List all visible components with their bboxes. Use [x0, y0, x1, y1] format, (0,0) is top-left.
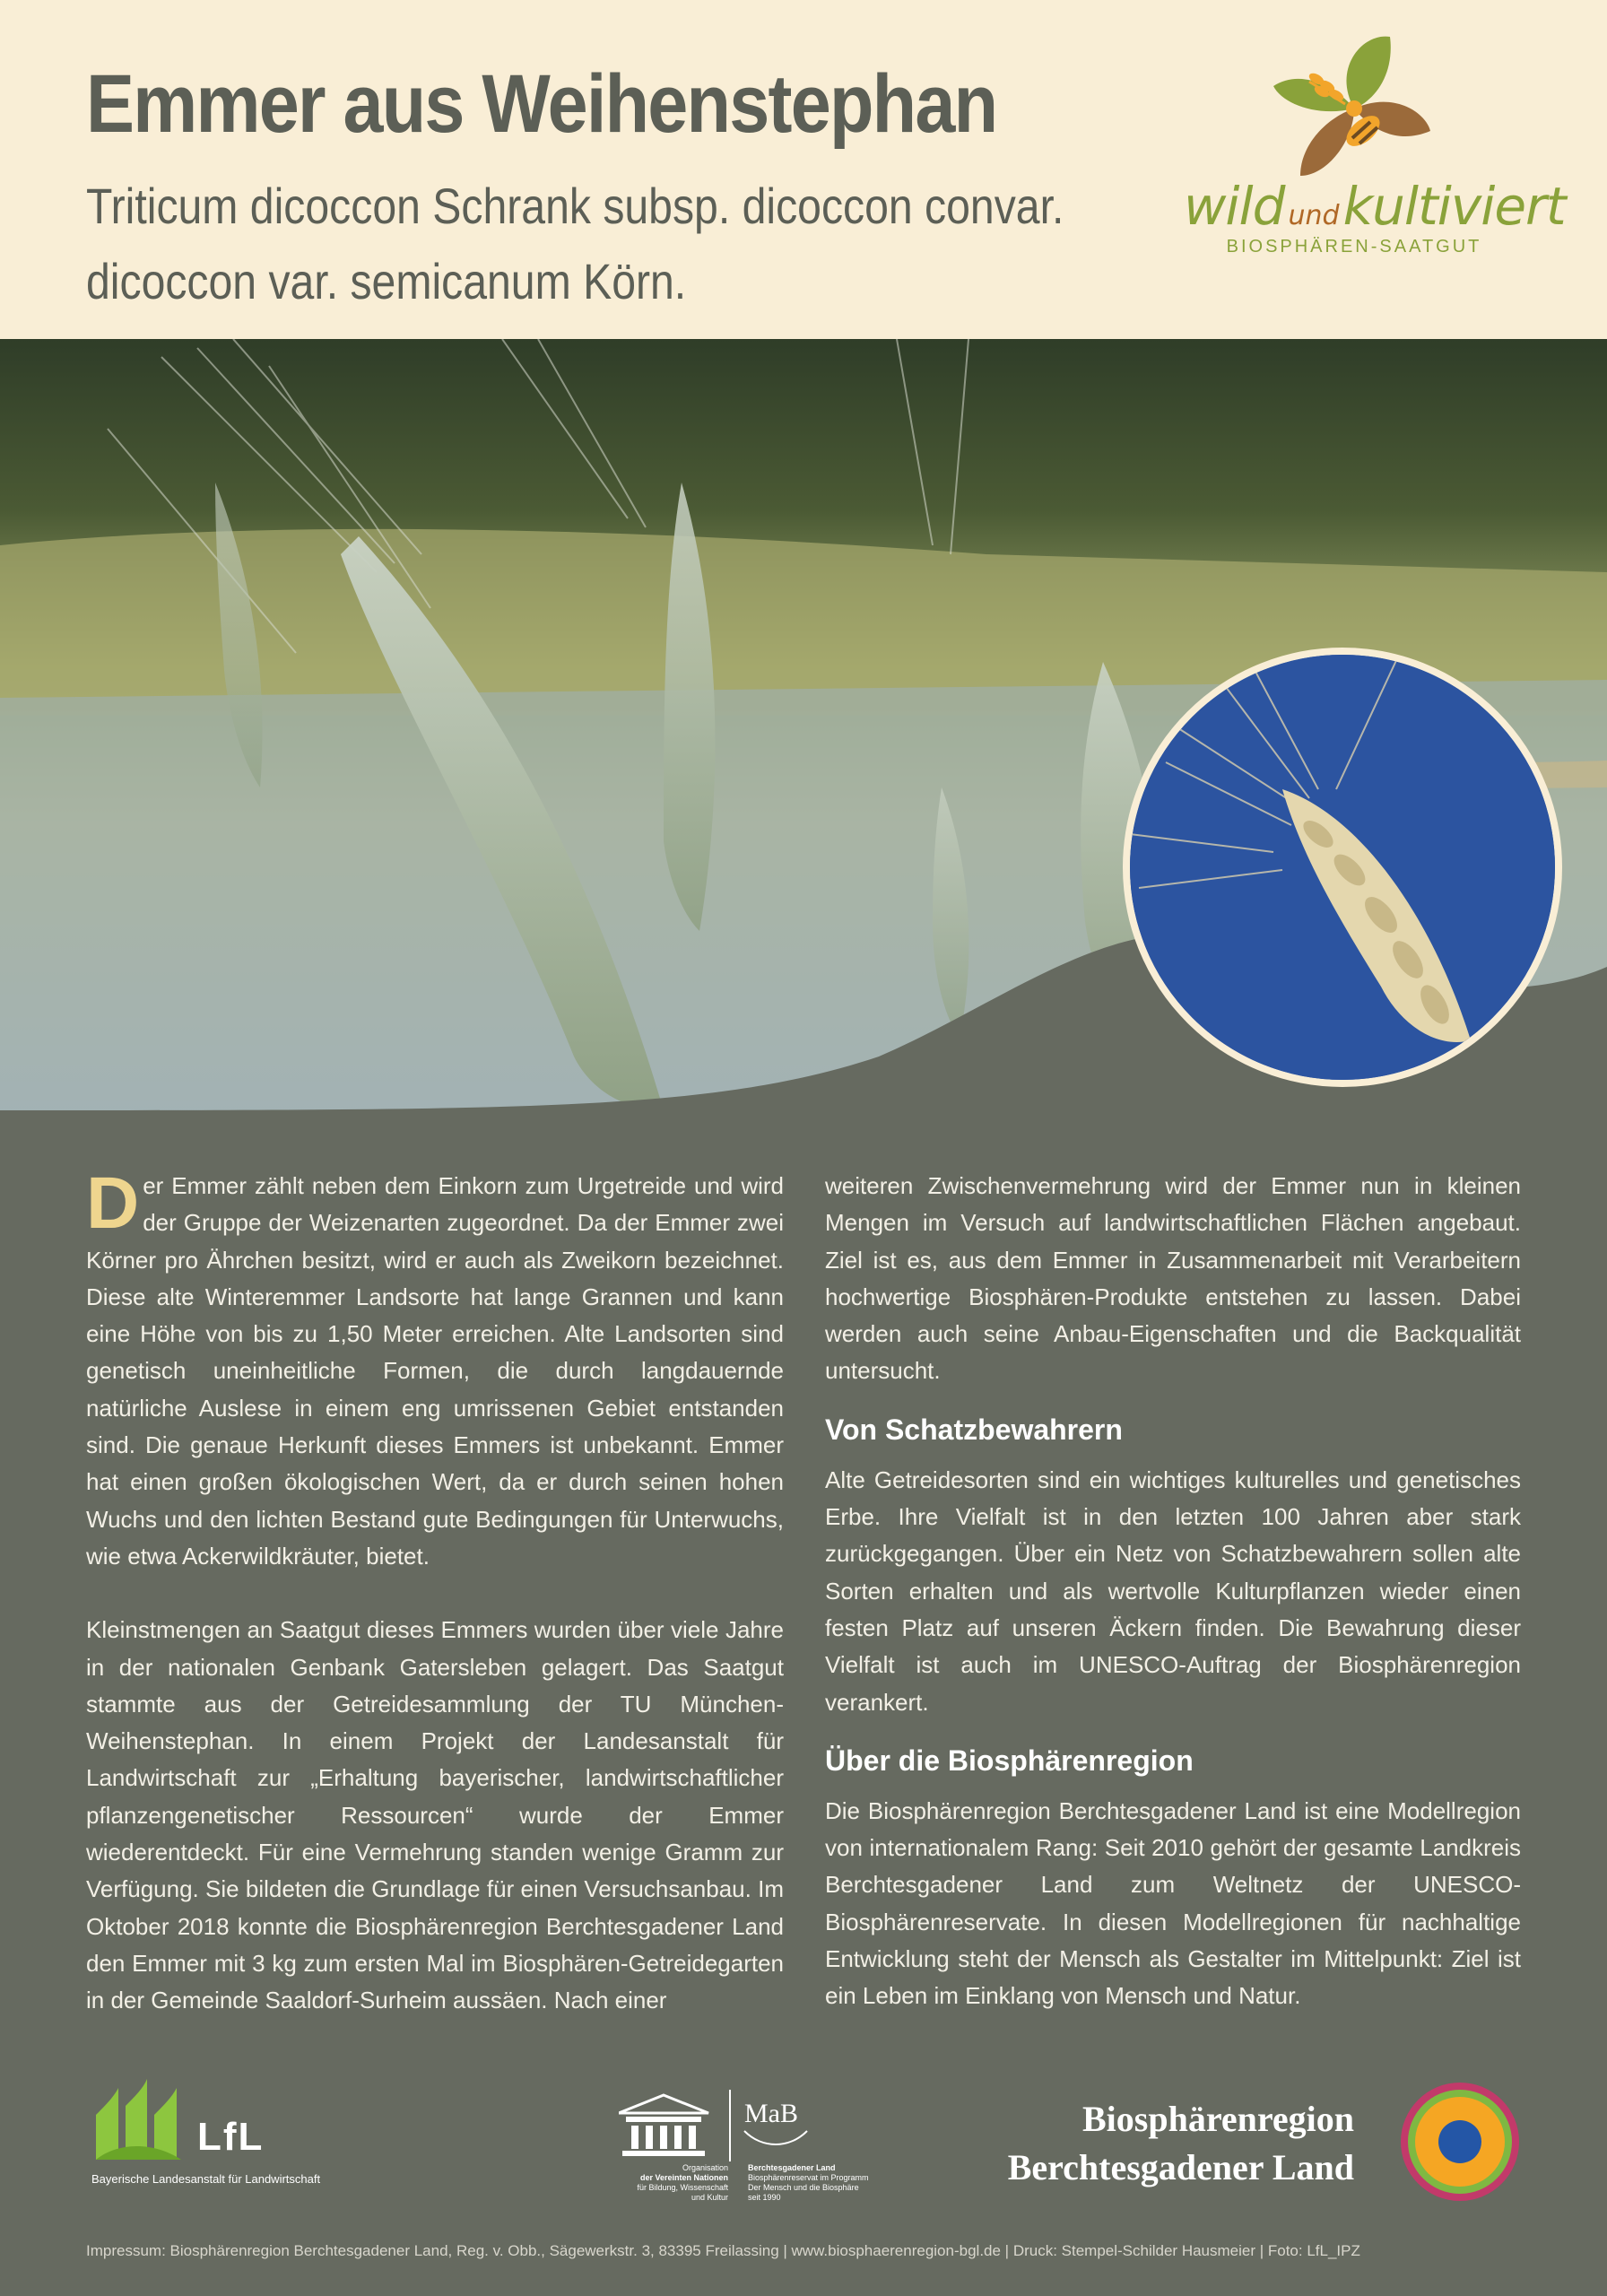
unesco-line-1: Organisation [682, 2163, 728, 2172]
unesco-line-2: der Vereinten Nationen [639, 2173, 728, 2182]
wild-und-kultiviert-flower-icon [1247, 32, 1462, 185]
mab-line-1: Berchtesgadener Land [748, 2163, 836, 2172]
heading-biosphaerenregion: Über die Biosphärenregion [825, 1744, 1194, 1777]
lfl-logo [91, 2079, 387, 2196]
subtitle-line-1: Triticum dicoccon Schrank subsp. dicoccon convar. [86, 178, 1064, 234]
mab-line-3: Der Mensch und die Biosphäre [748, 2183, 859, 2192]
wheat-ear-closeup-illustration [1130, 655, 1555, 1080]
mab-mark: MaB [744, 2099, 798, 2128]
lfl-wordmark: LfL [197, 2115, 265, 2159]
text-column-right [825, 1168, 1521, 2015]
text-column-left [86, 1162, 784, 2020]
heading-schatzbewahrer: Von Schatzbewahrern [825, 1413, 1123, 1446]
unesco-temple-icon [619, 2086, 888, 2161]
logo-word-kultiviert: kultiviert [1342, 176, 1566, 237]
lfl-full-name: Bayerische Landesanstalt für Landwirtschaft [91, 2172, 321, 2186]
dropcap: D [86, 1162, 140, 1244]
header [0, 0, 1607, 339]
wild-und-kultiviert-logo [1175, 32, 1566, 274]
wheat-ear-closeup-photo [1123, 648, 1562, 1087]
logo-word-und: und [1288, 200, 1340, 231]
impressum: Impressum: Biosphärenregion Berchtesgadener Land, Reg. v. Obb., Sägewerkstr. 3, 83395 Freilassing | www.biosphaerenregion-bgl.de | Druck: Stempel-Schilder Hausmeier | Foto: LfL_IPZ [86, 2242, 1360, 2259]
continuation-paragraph: weiteren Zwischenvermehrung wird der Emmer nun in kleinen Mengen im Versuch auf landwirtschaftlichen Flächen angebaut. Ziel ist es, aus dem Emmer in Zusammenarbeit mit Verarbeitern hochwertige Biosphären-Produkte entstehen zu lassen. Dabei werden auch seine Anbau-Eigenschaften und die Backqualität untersucht. [825, 1172, 1521, 1385]
unesco-line-3: für Bildung, Wissenschaft [637, 2183, 728, 2192]
biosphaerenregion-paragraph: Die Biosphärenregion Berchtesgadener Land ist eine Modellregion von internationalem Rang: Seit 2010 gehört der gesamte Landkreis Berchtesgadener Land zum Weltnetz der UNESCO-Biosphärenreservate. In diesen Modellregionen für nachhaltige Entwicklung steht der Mensch als Gestalter im Mittelpunkt: Ziel ist ein Leben im Einklang von Mensch und Natur. [825, 1796, 1521, 2010]
wheat-field-photo [0, 339, 1607, 1119]
page-title: Emmer aus Weihenstephan [86, 58, 997, 150]
unesco-mab-logo [619, 2086, 888, 2212]
logo-subline: BIOSPHÄREN-SAATGUT [1226, 237, 1482, 257]
intro-paragraph [86, 1162, 784, 1575]
bio-name-line-2: Berchtesgadener Land [1007, 2147, 1354, 2187]
schatzbewahrer-paragraph: Alte Getreidesorten sind ein wichtiges kulturelles und genetisches Erbe. Ihre Vielfalt ist in den letzten 100 Jahren aber stark zurückgegangen. Über ein Netz von Schatzbewahrern sollen alte Sorten erhalten und als wertvolle Kulturpflanzen wieder einen festen Platz auf unseren Äckern finden. Die Bewahrung dieser Vielfalt ist auch im UNESCO-Auftrag der Biosphärenregion verankert. [825, 1465, 1521, 1716]
mab-text [748, 2163, 882, 2203]
unesco-line-4: und Kultur [691, 2193, 728, 2202]
subtitle-line-2: dicoccon var. semicanum Körn. [86, 253, 687, 309]
mab-line-2: Biosphärenreservat im Programm [748, 2173, 869, 2182]
unesco-organisation-text [619, 2163, 728, 2203]
biosphaerenregion-wordmark [951, 2095, 1354, 2192]
lfl-plant-icon [91, 2079, 190, 2169]
bio-name-line-1: Biosphärenregion [1081, 2099, 1354, 2139]
logo-word-wild: wild [1184, 176, 1285, 237]
mab-line-4: seit 1990 [748, 2193, 781, 2202]
biosphere-emblem-icon [1397, 2079, 1523, 2205]
intro-text: er Emmer zählt neben dem Einkorn zum Urgetreide und wird der Gruppe der Weizenarten zugeordnet. Da der Emmer zwei Körner pro Ährchen besitzt, wird er auch als Zweikorn bezeichnet. Diese alte Winteremmer Landsorte hat lange Grannen und kann eine Höhe von bis zu 1,50 Meter erreichen. Alte Landsorten sind genetisch uneinheitliche Formen, die durch langdauernde natürliche Auslese in einem eng umrissenen Gebiet entstanden sind. Die genaue Herkunft dieses Emmers ist unbekannt. Emmer hat einen großen ökologischen Wert, da er durch seinen hohen Wuchs und den lichten Bestand gute Bedingungen für Unterwuchs, wie etwa Ackerwildkräuter, bietet. [86, 1172, 784, 1570]
history-paragraph: Kleinstmengen an Saatgut dieses Emmers wurden über viele Jahre in der nationalen Genbank Gatersleben gelagert. Das Saatgut stammte aus der Getreidesammlung der TU München-Weihenstephan. In einem Projekt der Landesanstalt für Landwirtschaft zur „Erhaltung bayerischer, landwirtschaftlicher pflanzengenetischer Ressourcen“ wurde der Emmer wiederentdeckt. Für eine Vermehrung standen wenige Gramm zur Verfügung. Sie bildeten die Grundlage für einen Versuchsanbau. Im Oktober 2018 konnte die Biosphärenregion Berchtesgadener Land den Emmer mit 3 kg zum ersten Mal im Biosphären-Getreidegarten in der Gemeinde Saaldorf-Surheim aussäen. Nach einer [86, 1616, 784, 2014]
wild-und-kultiviert-wordmark [1184, 176, 1566, 237]
